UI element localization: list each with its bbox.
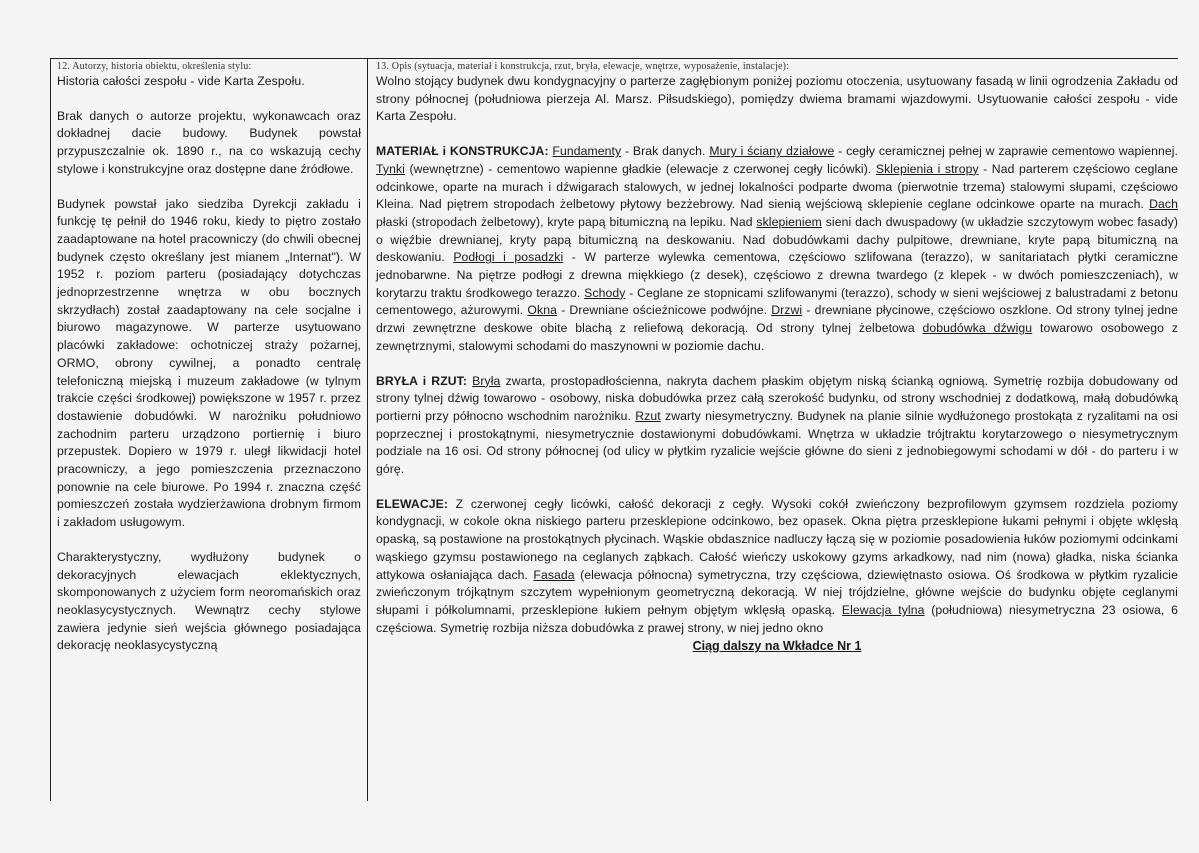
- history-usage-paragraph: Budynek powstał jako siedziba Dyrekcji zakładu i funkcję tę pełnił do 1946 roku, kiedy to piętro zostało zaadaptowane na hotel pracowniczy (do chwili obecnej budynek często określany jest mianem „Internat"). W 1952 r. poziom parteru (posiadający dotychczas jednoprzestrzenne wnętrza w obu bocznych skrzydłach) został zaadaptowany na cele socjalne i biurowo magazynowe. W parterze usytuowano placówki zakładowe: ochotniczej straży pożarnej, ORMO, obrony cywilnej, a ponadto centralę telefoniczną miejską i muzeum zakładowe (w tylnym trakcie części środkowej) powiększone w 1957 r. przez dostawienie dobudówki. W narożniku południowo zachodnim parteru urządzono portiernię i biuro przepustek. Dopiero w 1979 r. uległ likwidacji hotel pracowniczy, a jego pomieszczenia przeznaczono ponownie na cele biurowe. Po 1994 r. znaczna część pomieszczeń została wydzierżawiona drobnym firmom i zakładom usługowym.: [57, 196, 361, 530]
- elewacje-text-2: (elewacja północna) symetryczna, trzy częściowa, dziewiętnasto osiowa. Oś środkowa w płytkim ryzalicie zwieńczonym trójkątnym szczytem wypełnionym geometryczną dekoracją. W niej trójdzielne, główne wejście do budynku objęte ceglanymi słupami i półkolumnami, przesklepione łukiem pełnym objętym wklęsłą opaską.: [376, 567, 1178, 617]
- history-construction-paragraph: Brak danych o autorze projektu, wykonawcach oraz dokładnej dacie budowy. Budynek powstał przypuszczalnie ok. 1890 r., na co wskazują cechy stylowe i konstrukcyjne oraz dostępne dane źródłowe.: [57, 108, 361, 176]
- term-fasada: Fasada: [533, 567, 575, 582]
- term-walls: Mury i ściany działowe: [709, 144, 835, 159]
- material-text-2: - cegły ceramicznej pełnej w zaprawie cementowo wapiennej.: [834, 144, 1179, 159]
- term-lift-annex: dobudówka dźwigu: [922, 321, 1033, 336]
- situation-paragraph: Wolno stojący budynek dwu kondygnacyjny o parterze zagłębionym poniżej poziomu otoczenia, usytuowany fasadą w linii ogrodzenia Zakładu od strony północnej (południowa pierzeja Al. Marsz. Piłsudskiego), pomiędzy dwiema bramami wjazdowymi. Usytuowanie całości zespołu - vide Karta Zespołu.: [376, 74, 1178, 124]
- term-foundations: Fundamenty: [552, 144, 622, 159]
- term-rzut: Rzut: [635, 408, 661, 423]
- material-text-10: - drewniane płycinowe, częściowo oszklone. Od strony tylnej jedne drzwi zewnętrzne deskowe obite blachą z reliefową dekoracją. Od strony tylnej żelbetowa: [376, 303, 1178, 336]
- record-card-sheet: [50, 58, 1178, 801]
- bryla-paragraph: [376, 373, 1178, 479]
- right-column: [368, 59, 1178, 801]
- term-vaults: Sklepienia i stropy: [875, 161, 979, 176]
- material-text-3: (wewnętrzne) - cementowo wapienne gładkie (elewacje z czerwonej cegły licówki).: [404, 161, 876, 176]
- material-text-5: płaski (stropodach żelbetowy), kryte papą bitumiczną na lepiku. Nad: [376, 214, 757, 229]
- material-text-7: - W parterze wylewka cementowa, częściowo szlifowana (terazzo), w sanitariatach płytki ceramiczne jednobarwne. Na piętrze podłogi z drewna miękkiego (z desek), częściowo z drewna twardego (z klepek - w dwóch pomieszczeniach), w korytarzu traktu środkowego terazzo.: [376, 250, 1178, 300]
- bryla-text-2: zwarty niesymetryczny. Budynek na planie silnie wydłużonego prostokąta z ryzalitami na osi poprzecznej i prostokątnymi, niesymetrycznie dostawionymi dobudówkami. Wnętrza w układzie trójtraktu korytarzowego o niesymetrycznym podziale na 16 osi. Od strony północnej (od ulicy w płytkim ryzalicie wejście główne do sieni z jednobiegowymi schodami w dół - do parteru i w górę.: [376, 408, 1178, 477]
- term-plaster: Tynki: [376, 161, 405, 176]
- material-text-1: - Brak danych.: [621, 144, 710, 159]
- term-stairs: Schody: [584, 285, 626, 300]
- field-13-header: 13. Opis (sytuacja, materiał i konstrukcja, rzut, bryła, elewacje, wnętrze, wyposażenie, instalacje):: [376, 61, 790, 72]
- term-doors: Drzwi: [771, 303, 803, 318]
- material-text-6: sieni dach dwuspadowy (w układzie szczytowym wobec fasady) o więźbie drewnianej, kryty papą bitumiczną na deskowaniu. Nad dobudówkami dachy pulpitowe, drewniane, kryte papą bitumiczną na deskowaniu.: [376, 214, 1178, 265]
- material-label: MATERIAŁ i KONSTRUKCJA:: [376, 144, 549, 159]
- bryla-text-1: zwarta, prostopadłościenna, nakryta dachem płaskim objętym niską ścianką ogniową. Symetrię rozbija dobudowany od strony tylnej dźwig towarowo - osobowy, niska dobudówka przez całą szerokość budynku, od strony wschodniej z dodatkową, małą dobudówką portierni przy północno wschodnim narożniku.: [376, 373, 1178, 423]
- left-column: [50, 59, 368, 801]
- material-text-4: - Nad parterem częściowo ceglane odcinkowe, oparte na murach i dźwigarach stalowych, w jednej lokalności podparte dwoma (pierwotnie trzema) stalowymi słupami, częściowo Kleina. Nad piętrem stropodach żelbetowy płytowy bezżebrowy. Nad sienią wejściową sklepienie ceglane odcinkowe oparte na murach.: [376, 161, 1178, 212]
- term-rear-elevation: Elewacja tylna: [841, 602, 925, 617]
- history-summary: Historia całości zespołu - vide Karta Zespołu.: [57, 74, 305, 88]
- term-floors: Podłogi i posadzki: [453, 250, 564, 265]
- bryla-label: BRYŁA i RZUT:: [376, 373, 468, 388]
- elewacje-text-1: Z czerwonej cegły licówki, całość dekoracji z cegły. Wysoki cokół zwieńczony bezprofilowym gzymsem rozdziela poziomy kondygnacji, w cokole okna niskiego parteru przesklepione odcinkowo, bez opasek. Okna piętra przesklepione łukami pełnymi i objęte wklęsłą opaską, są postawione na prostokątnych płycinach. Wąskie obdasznice nadluczy łączą się w poziomie posadowienia łuków poziomymi odcinkami wąskiego gzymsu postawionego na ceglanych ząbkach. Całość wieńczy uskokowy gzyms arkadkowy, nad nim (nowa) gładka, niska ścianka attykowa osłaniająca dach.: [376, 496, 1178, 582]
- term-roof: Dach: [1149, 197, 1178, 212]
- term-bryla: Bryła: [472, 373, 501, 388]
- term-windows: Okna: [527, 303, 557, 318]
- material-text-9: - Drewniane ościeżnicowe podwójne.: [556, 303, 772, 318]
- material-paragraph: [376, 143, 1178, 355]
- elewacje-label: ELEWACJE:: [376, 496, 449, 511]
- material-text-11: towarowo osobowego z zewnętrznymi, stalowymi schodami do maszynowni w poziomie dachu.: [376, 321, 1179, 353]
- field-12-header: 12. Autorzy, historia obiektu, określenia stylu:: [57, 61, 252, 72]
- term-vaulting: sklepieniem: [756, 214, 822, 229]
- material-text-8: - Ceglane ze stopnicami szlifowanymi (terazzo), schody w sieni wejściowej z balustradami z betonu cementowego, ażurowymi.: [376, 285, 1178, 318]
- style-description-paragraph: Charakterystyczny, wydłużony budynek o dekoracyjnych elewacjach eklektycznych, skomponowanych z użyciem form neoromańskich oraz neoklasycystycznych. Wewnątrz cechy stylowe zawiera jedynie sień wejścia głównego posiadająca dekorację neoklasycystyczną: [57, 549, 361, 653]
- elewacje-text-3: (południowa) niesymetryczna 23 osiowa, 6 częściowa. Symetrię rozbija niższa dobudówka z prawej strony, w niej jedno okno: [376, 602, 1179, 635]
- elewacje-paragraph: [376, 496, 1178, 638]
- continuation-note: Ciąg dalszy na Wkładce Nr 1: [692, 639, 862, 654]
